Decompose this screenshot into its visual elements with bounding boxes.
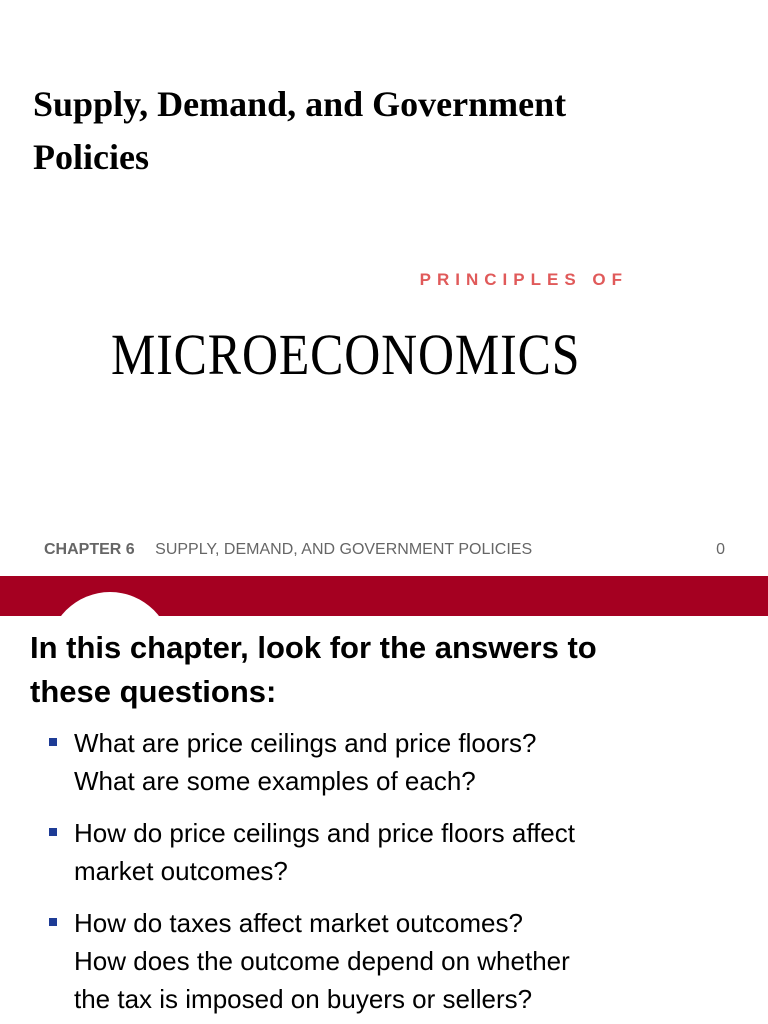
question-item-line: What are price ceilings and price floors?: [74, 728, 537, 758]
question-item-line: the tax is imposed on buyers or sellers?: [74, 984, 533, 1014]
question-item-line: What are some examples of each?: [74, 766, 476, 796]
question-list: [48, 724, 748, 1024]
book-prefix: PRINCIPLES OF: [419, 270, 628, 289]
footer-chapter: CHAPTER 6: [44, 541, 135, 558]
square-bullet-icon: [49, 738, 57, 746]
slide-footer: [44, 541, 728, 561]
square-bullet-icon: [49, 918, 57, 926]
question-item-line: market outcomes?: [74, 856, 288, 886]
questions-slide: [0, 576, 768, 1024]
slide-title-line1: Supply, Demand, and Government: [33, 84, 567, 124]
questions-heading-line2: these questions:: [30, 674, 277, 709]
footer-page-number: 0: [716, 541, 725, 558]
footer-chapter-title: SUPPLY, DEMAND, AND GOVERNMENT POLICIES: [155, 541, 533, 558]
question-item: [48, 724, 748, 800]
question-item-line: How do price ceilings and price floors affect: [74, 818, 575, 848]
question-item-line: How do taxes affect market outcomes?: [74, 908, 523, 938]
book-title: MICROECONOMICS: [111, 322, 581, 387]
slide-title: [33, 78, 733, 184]
question-item: [48, 814, 748, 890]
question-item: [48, 904, 748, 1018]
questions-heading: [30, 626, 750, 714]
questions-heading-line1: In this chapter, look for the answers to: [30, 630, 597, 665]
question-item-line: How does the outcome depend on whether: [74, 946, 570, 976]
slide-title-line2: Policies: [33, 137, 149, 177]
square-bullet-icon: [49, 828, 57, 836]
